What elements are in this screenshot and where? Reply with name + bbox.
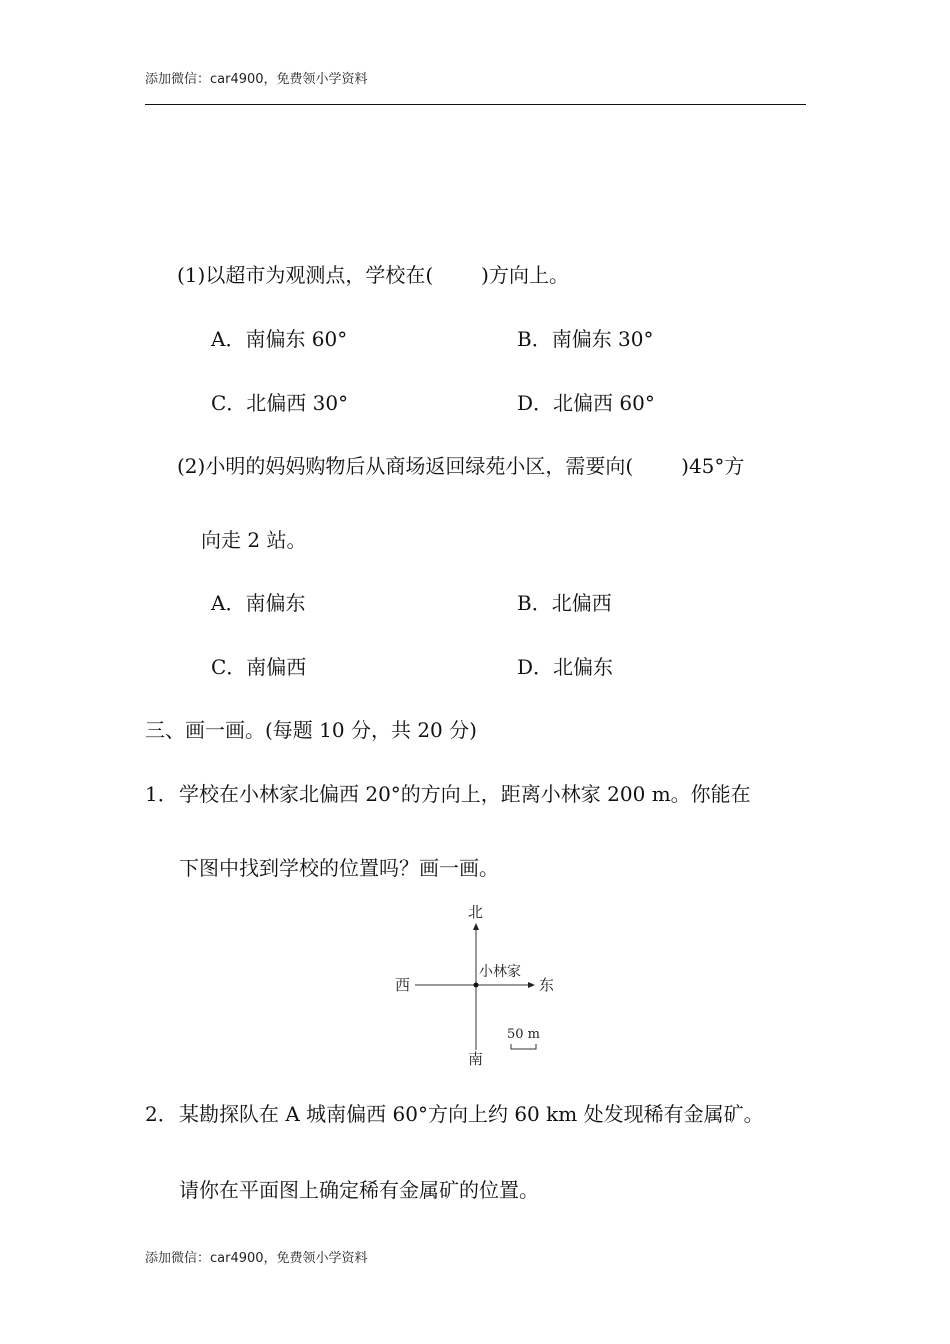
item1-line2: 下图中找到学校的位置吗？画一画。 [179,856,499,880]
q1-option-a: A．南偏东 60° [211,327,348,351]
east-label: 东 [539,976,555,994]
south-label: 南 [468,1050,484,1068]
q2-continuation: 向走 2 站。 [201,528,307,552]
q2-option-b: B．北偏西 [517,591,612,615]
section3-title: 三、画一画。(每题 10 分，共 20 分) [145,718,477,742]
q2-prefix: (2)小明的妈妈购物后从商场返回绿苑小区，需要向( [177,454,634,478]
scale-bar [511,1044,536,1049]
item1-number: 1． [145,782,178,806]
q1-suffix: )方向上。 [481,263,569,287]
origin-label: 小林家 [479,964,521,980]
scale-label: 50 m [507,1027,541,1042]
header-rule [145,104,806,105]
q1-option-b: B．南偏东 30° [517,327,654,351]
q1-option-d: D．北偏西 60° [517,391,655,415]
q2-option-a: A．南偏东 [211,591,306,615]
header-note: 添加微信：car4900，免费领小学资料 [145,72,368,87]
q1-option-c: C．北偏西 30° [211,391,349,415]
item1-line1: 学校在小林家北偏西 20°的方向上，距离小林家 200 m。你能在 [179,782,751,806]
q1-stem [177,263,569,287]
q2-option-c: C．南偏西 [211,655,307,679]
q2-stem [177,454,744,478]
q1-prefix: (1)以超市为观测点，学校在( [177,263,434,287]
compass-diagram [385,898,565,1073]
q2-suffix: )45°方 [681,454,745,478]
item2-line2: 请你在平面图上确定稀有金属矿的位置。 [179,1178,539,1202]
q2-option-d: D．北偏东 [517,655,614,679]
origin-point [474,983,479,988]
item2-line1: 某勘探队在 A 城南偏西 60°方向上约 60 km 处发现稀有金属矿。 [179,1102,764,1126]
west-label: 西 [395,976,411,994]
item2-number: 2． [145,1102,178,1126]
footer-note: 添加微信：car4900，免费领小学资料 [145,1251,368,1266]
north-label: 北 [468,903,484,921]
